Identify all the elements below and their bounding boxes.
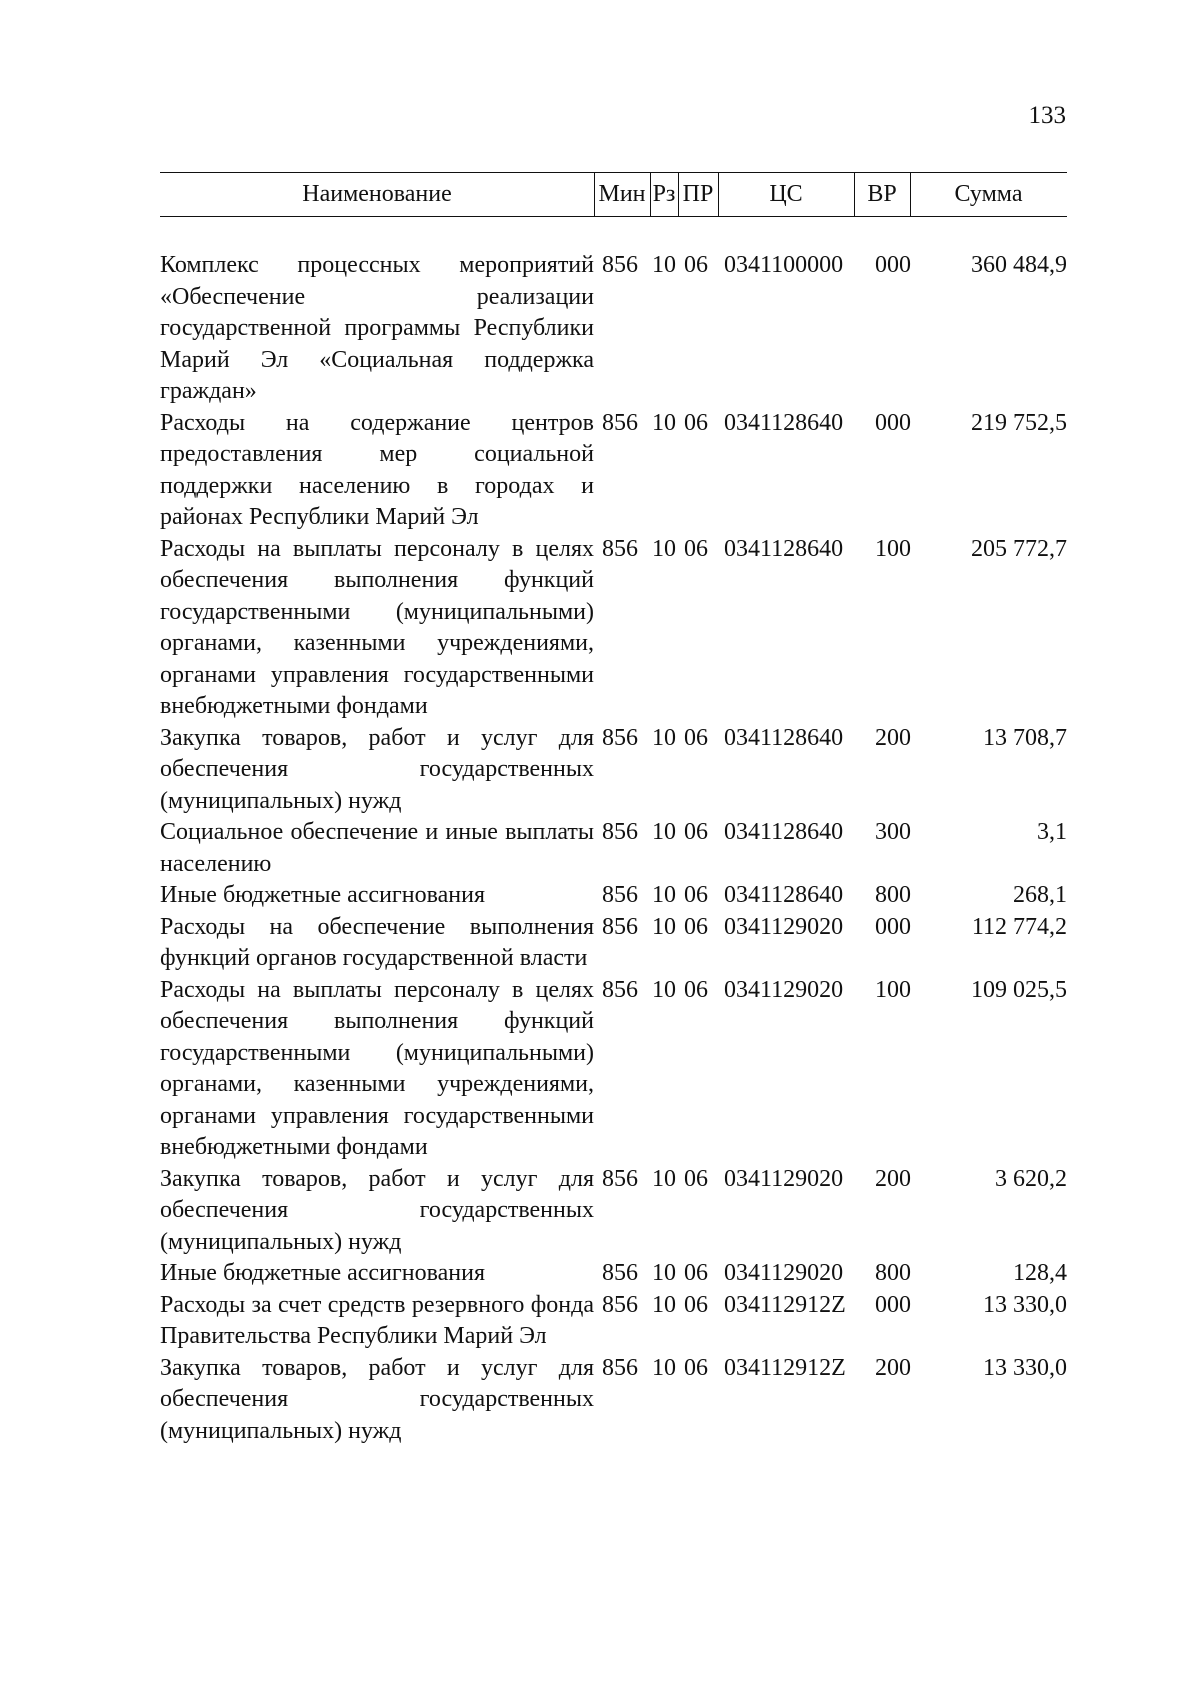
row-cs: 0341129020	[724, 976, 844, 1003]
row-sum: 268,1	[1013, 882, 1067, 908]
row-vr: 200	[875, 1165, 911, 1192]
row-min: 856	[602, 819, 638, 845]
row-sum: 112 774,2	[971, 913, 1067, 940]
row-vr: 200	[875, 724, 911, 751]
table-row	[160, 1290, 1067, 1353]
header-vr: ВР	[867, 181, 897, 207]
row-cs: 0341100000	[724, 252, 844, 278]
row-min: 856	[602, 1260, 638, 1286]
row-pr: 06	[684, 724, 708, 751]
row-pr: 06	[684, 819, 708, 845]
row-pr: 06	[684, 409, 708, 436]
row-name: Комплекс процессных мероприятий «Обеспечение реализации государственной программы Республики Марий Эл «Социальная поддержка граждан»	[160, 252, 594, 404]
header-sum: Сумма	[954, 181, 1023, 207]
table-row	[160, 250, 1067, 408]
row-name: Иные бюджетные ассигнования	[160, 1260, 485, 1286]
row-vr: 100	[875, 535, 911, 562]
row-name: Закупка товаров, работ и услуг для обеспечения государственных (муниципальных) нужд	[160, 724, 594, 814]
row-min: 856	[602, 1165, 638, 1192]
header-pr: ПР	[682, 181, 714, 207]
budget-table-body	[160, 250, 1067, 1447]
row-pr: 06	[684, 1260, 708, 1286]
row-vr: 200	[875, 1354, 911, 1381]
row-pr: 06	[684, 535, 708, 562]
row-rz: 10	[652, 976, 676, 1003]
row-cs: 0341128640	[724, 535, 844, 562]
row-rz: 10	[652, 819, 676, 845]
table-row	[160, 1164, 1067, 1259]
row-pr: 06	[684, 252, 708, 278]
row-pr: 06	[684, 1354, 708, 1381]
row-rz: 10	[652, 724, 676, 751]
row-name: Закупка товаров, работ и услуг для обеспечения государственных (муниципальных) нужд	[160, 1354, 594, 1444]
table-header	[160, 173, 1067, 216]
row-name: Иные бюджетные ассигнования	[160, 882, 485, 908]
row-cs: 0341129020	[724, 1165, 844, 1192]
row-vr: 100	[875, 976, 911, 1003]
row-rz: 10	[652, 1291, 676, 1318]
row-min: 856	[602, 535, 638, 562]
row-pr: 06	[684, 1291, 708, 1318]
page-number: 133	[1028, 102, 1066, 129]
row-rz: 10	[652, 882, 676, 908]
row-rz: 10	[652, 1354, 676, 1381]
row-cs: 0341128640	[724, 819, 844, 845]
row-name: Расходы на выплаты персоналу в целях обеспечения выполнения функций государственными (муниципальными) органами, казенными учреждениями, органами управления государственными внебюджетными фондами	[160, 535, 594, 719]
row-min: 856	[602, 252, 638, 278]
header-min: Мин	[598, 181, 646, 207]
row-sum: 13 330,0	[983, 1354, 1067, 1381]
row-vr: 300	[875, 819, 911, 845]
row-cs: 0341128640	[724, 409, 844, 436]
row-pr: 06	[684, 1165, 708, 1192]
table-row	[160, 880, 1067, 912]
table-row	[160, 723, 1067, 818]
row-name: Расходы на содержание центров предоставления мер социальной поддержки населению в городах и районах Республики Марий Эл	[160, 409, 594, 530]
row-min: 856	[602, 882, 638, 908]
row-pr: 06	[684, 882, 708, 908]
row-name: Расходы на выплаты персоналу в целях обеспечения выполнения функций государственными (муниципальными) органами, казенными учреждениями, органами управления государственными внебюджетными фондами	[160, 976, 594, 1160]
row-rz: 10	[652, 1165, 676, 1192]
row-sum: 360 484,9	[971, 252, 1067, 278]
row-name: Социальное обеспечение и иные выплаты населению	[160, 819, 594, 877]
row-vr: 800	[875, 882, 911, 908]
row-vr: 800	[875, 1260, 911, 1286]
row-min: 856	[602, 976, 638, 1003]
row-sum: 109 025,5	[971, 976, 1067, 1003]
row-rz: 10	[652, 535, 676, 562]
row-rz: 10	[652, 252, 676, 278]
row-name: Закупка товаров, работ и услуг для обеспечения государственных (муниципальных) нужд	[160, 1165, 594, 1255]
row-pr: 06	[684, 913, 708, 940]
row-sum: 205 772,7	[971, 535, 1067, 562]
table-header-bottom-rule	[160, 216, 1067, 217]
row-min: 856	[602, 724, 638, 751]
row-min: 856	[602, 1354, 638, 1381]
row-sum: 3,1	[1037, 819, 1067, 845]
row-min: 856	[602, 913, 638, 940]
row-rz: 10	[652, 1260, 676, 1286]
row-cs: 0341128640	[724, 724, 844, 751]
row-sum: 13 708,7	[983, 724, 1067, 751]
row-rz: 10	[652, 409, 676, 436]
row-vr: 000	[875, 409, 911, 436]
header-name: Наименование	[302, 181, 452, 207]
row-sum: 13 330,0	[983, 1291, 1067, 1318]
row-sum: 219 752,5	[971, 409, 1067, 436]
table-row	[160, 817, 1067, 880]
row-vr: 000	[875, 1291, 911, 1318]
row-name: Расходы на обеспечение выполнения функций органов государственной власти	[160, 913, 594, 971]
header-rz: Рз	[652, 181, 676, 207]
row-cs: 0341128640	[724, 882, 844, 908]
table-row	[160, 975, 1067, 1164]
table-row	[160, 534, 1067, 723]
row-sum: 3 620,2	[995, 1165, 1067, 1192]
header-cs: ЦС	[769, 181, 803, 207]
row-vr: 000	[875, 252, 911, 278]
table-row	[160, 912, 1067, 975]
row-min: 856	[602, 1291, 638, 1318]
table-row	[160, 1353, 1067, 1448]
row-name: Расходы за счет средств резервного фонда Правительства Республики Марий Эл	[160, 1291, 594, 1349]
row-cs: 034112912Z	[724, 1291, 846, 1318]
row-pr: 06	[684, 976, 708, 1003]
row-min: 856	[602, 409, 638, 436]
row-cs: 0341129020	[724, 913, 844, 940]
row-rz: 10	[652, 913, 676, 940]
row-cs: 034112912Z	[724, 1354, 846, 1381]
row-cs: 0341129020	[724, 1260, 844, 1286]
table-row	[160, 1258, 1067, 1290]
row-vr: 000	[875, 913, 911, 940]
table-row	[160, 408, 1067, 534]
row-sum: 128,4	[1013, 1260, 1067, 1286]
